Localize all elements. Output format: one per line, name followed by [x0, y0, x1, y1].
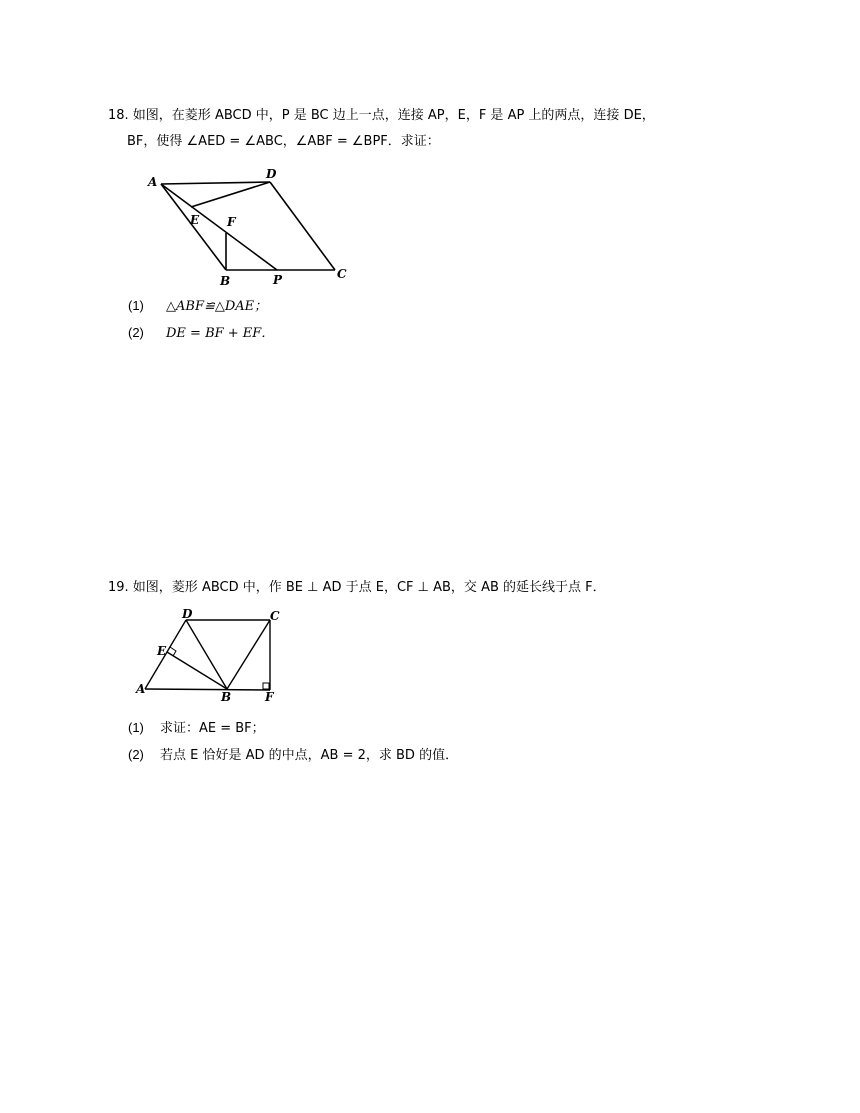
q18-label-e: E [190, 213, 200, 227]
q18-part-2-text: DE = BF + EF． [166, 326, 275, 341]
q18-segment-dc [270, 182, 335, 270]
q19-part-2-number: (2) [128, 747, 144, 762]
q18-part-1-text: △ABF≌△DAE； [166, 299, 268, 314]
q19-part-1 [128, 719, 265, 738]
q18-segment-ad [161, 182, 270, 184]
q18-segment-de [191, 182, 270, 207]
q19-line-1: 19. 如图，菱形 ABCD 中，作 BE ⊥ AD 于点 E，CF ⊥ AB，交 AB 的延长线于点 F． [108, 580, 606, 595]
q19-right-angle-f [263, 683, 269, 689]
q19-label-d: D [182, 607, 193, 621]
q19-label-e: E [157, 644, 167, 658]
q19-segment-db [186, 620, 227, 689]
q19-part-2-text: 若点 E 恰好是 AD 的中点，AB = 2，求 BD 的值． [160, 748, 459, 763]
q18-line-1: 18. 如图，在菱形 ABCD 中，P 是 BC 边上一点，连接 AP，E，F 是 AP 上的两点，连接 DE， [108, 108, 655, 123]
q18-part-1 [128, 297, 267, 316]
q19-segment-af [145, 689, 270, 690]
q19-segment-be [167, 652, 227, 689]
q18-label-c: C [337, 267, 347, 281]
q19-rhombus-figure [130, 608, 290, 708]
q19-part-1-text: 求证：AE = BF； [160, 721, 265, 736]
q18-rhombus-figure [140, 164, 360, 289]
q18-label-f: F [227, 215, 236, 229]
q18-label-p: P [273, 273, 283, 287]
q18-label-b: B [220, 274, 231, 288]
q18-part-2 [128, 324, 274, 343]
q18-segment-ap [161, 184, 277, 270]
q19-label-a: A [136, 682, 146, 696]
q19-segment-bc [227, 620, 270, 689]
q18-part-1-number: (1) [128, 298, 144, 313]
q18-label-d: D [266, 167, 277, 181]
q19-part-1-number: (1) [128, 720, 144, 735]
q19-part-2 [128, 746, 458, 765]
q18-label-a: A [148, 175, 158, 189]
q18-part-2-number: (2) [128, 325, 144, 340]
q18-line-2: BF，使得 ∠AED = ∠ABC，∠ABF = ∠BPF．求证： [127, 134, 440, 149]
q19-label-f: F [265, 690, 274, 704]
q19-label-c: C [270, 609, 280, 623]
q18-segment-ab [161, 184, 226, 270]
q19-label-b: B [221, 690, 232, 704]
